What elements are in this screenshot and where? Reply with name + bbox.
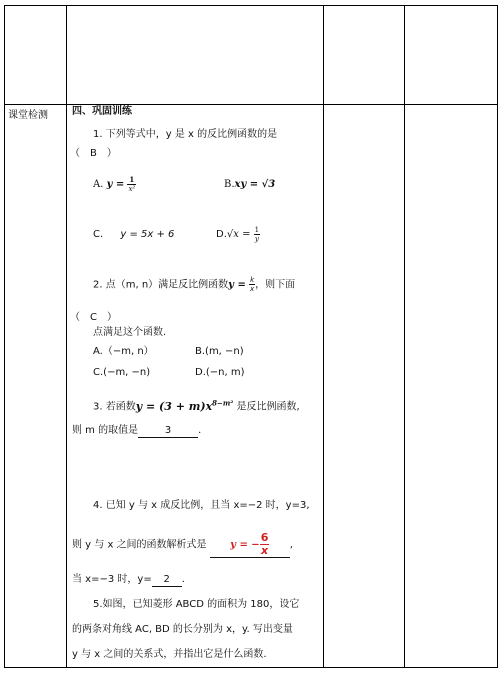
q4-answer-num: 6 (260, 531, 269, 544)
q2-answer: （ C ） (70, 312, 117, 323)
q2-stem-pre: 2. 点（m, n）满足反比例函数 (93, 279, 229, 291)
q4-line2 (72, 532, 293, 558)
q3-stem-pre: 3. 若函数 (93, 401, 136, 413)
q4-line2-post: , (289, 539, 293, 551)
q3-function: $y = (3 + m)x^{8-m^2}$ (135, 398, 234, 413)
q1-option-d (216, 226, 260, 243)
q1-stem: 1. 下列等式中，y 是 x 的反比例函数的是 (93, 129, 278, 140)
q1-option-d-fraction: $\frac{1}{y}$ (254, 226, 260, 243)
table-left-border (4, 5, 5, 668)
q2-stem (93, 276, 295, 293)
q2-option-a: A.（−m, n） (93, 346, 154, 357)
q4-line3 (72, 574, 185, 587)
column-divider-2 (323, 5, 324, 668)
q2-continuation: 点满足这个函数. (93, 327, 167, 338)
q2-function: y = (228, 279, 246, 291)
q1-option-d-formula: √x = (226, 229, 251, 240)
column-divider-3 (404, 5, 405, 668)
q1-option-a-fraction: $\frac{1}{\text{x²}}$ (128, 175, 136, 193)
q1-option-b-label: B. (224, 179, 235, 190)
q4-line3-post: . (181, 574, 185, 585)
row-label: 课堂检测 (8, 110, 48, 121)
q2-stem-post: ，则下面 (255, 279, 296, 291)
q3-stem-post: 是反比例函数, (236, 401, 300, 413)
q1-option-a-label: A. (93, 179, 104, 190)
q2-option-c: C.(−m, −n) (93, 367, 151, 378)
table-top-border (4, 5, 498, 6)
table-row-divider (4, 104, 498, 105)
q4-line2-pre: 则 y 与 x 之间的函数解析式是 (72, 539, 207, 551)
q2-option-b: B.(m, −n) (195, 346, 244, 357)
q5-line2: 的两条对角线 AC, BD 的长分别为 x，y. 写出变量 (72, 624, 293, 635)
q1-option-c-label: C. (93, 229, 104, 240)
q3-stem (93, 397, 300, 414)
q1-option-c-formula: y = 5x + 6 (120, 229, 175, 240)
q1-option-a (93, 176, 136, 193)
q3-line2-pre: 则 m 的取值是 (72, 425, 139, 436)
column-divider-1 (66, 5, 67, 668)
q4-answer2: 2 (152, 574, 182, 587)
q1-option-d-label: D. (216, 229, 227, 240)
q4-line1: 4. 已知 y 与 x 成反比例，且当 x=−2 时，y=3, (93, 500, 310, 511)
q4-answer-lhs: y = − (230, 539, 260, 551)
q5-line1: 5.如图，已知菱形 ABCD 的面积为 180，设它 (93, 599, 300, 610)
q1-option-a-formula: y = (106, 179, 125, 190)
table-right-border (497, 5, 498, 668)
q2-option-d: D.(−n, m) (195, 367, 245, 378)
q4-answer-fraction (260, 532, 270, 557)
q3-line2-post: . (198, 425, 202, 436)
q5-line3: y 与 x 之间的关系式，并指出它是什么函数. (72, 649, 267, 660)
q3-line2 (72, 425, 201, 438)
q1-option-c (93, 229, 174, 241)
q1-option-b (224, 179, 275, 191)
q2-fraction: $\frac{k}{x}$ (250, 276, 255, 293)
section-title: 四、巩固训练 (72, 106, 132, 117)
q4-answer-den: x (260, 544, 269, 557)
q4-line3-pre: 当 x=−3 时，y= (72, 574, 152, 585)
q3-answer: 3 (138, 425, 198, 438)
q4-answer (210, 532, 290, 558)
q1-answer: （ B ） (70, 148, 117, 159)
q1-option-b-formula: xy = √3 (234, 179, 276, 190)
table-bottom-border (4, 667, 498, 668)
